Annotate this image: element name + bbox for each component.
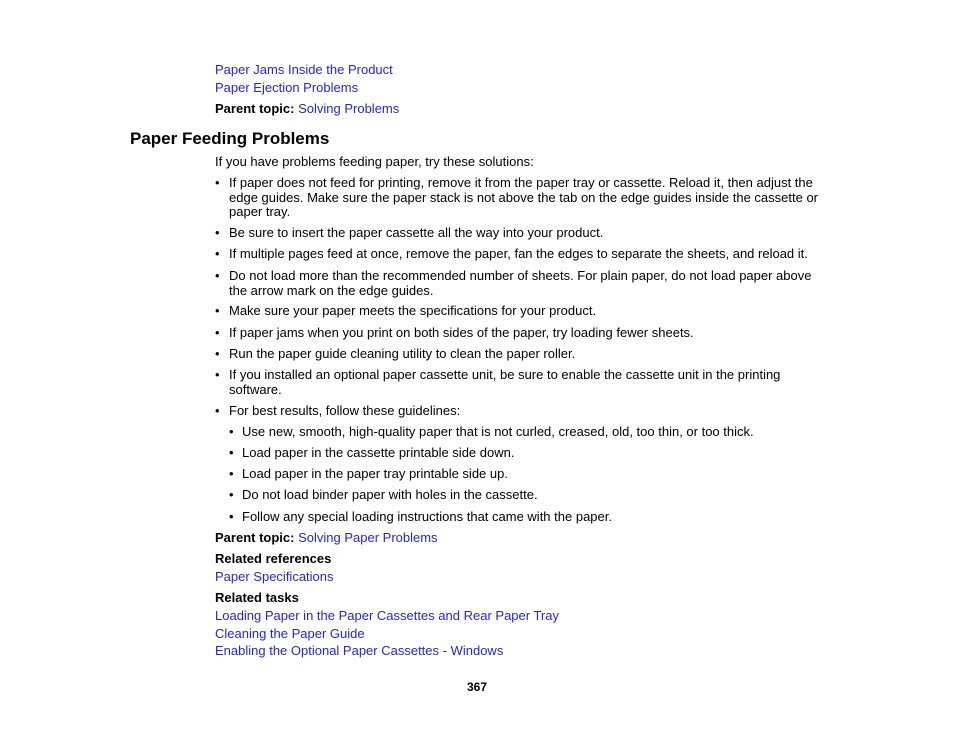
sub-list-item-text: Follow any special loading instructions that came with the paper. (242, 509, 612, 524)
list-item-text: Do not load more than the recommended number of sheets. For plain paper, do not load paper above (229, 268, 812, 283)
bullet-marker: • (229, 424, 234, 439)
bullet-marker: • (215, 346, 220, 361)
bullet-marker: • (229, 509, 234, 524)
bullet-marker: • (229, 487, 234, 502)
bullet-marker: • (215, 268, 220, 283)
sub-list-item-text: Use new, smooth, high-quality paper that is not curled, creased, old, too thin, or too thick. (242, 424, 754, 439)
list-item-text: Make sure your paper meets the specifications for your product. (229, 303, 597, 318)
list-item-text: For best results, follow these guidelines: (229, 403, 461, 418)
link-cleaning-paper-guide[interactable]: Cleaning the Paper Guide (215, 626, 365, 641)
list-item-text: Run the paper guide cleaning utility to clean the paper roller. (229, 346, 576, 361)
sub-list-item-text: Do not load binder paper with holes in the cassette. (242, 487, 538, 502)
sub-list-item-text: Load paper in the cassette printable side down. (242, 445, 515, 460)
list-item-text: Be sure to insert the paper cassette all the way into your product. (229, 225, 604, 240)
bullet-marker: • (215, 403, 220, 418)
link-solving-problems[interactable]: Solving Problems (298, 101, 400, 116)
bullet-marker: • (229, 466, 234, 481)
link-loading-paper[interactable]: Loading Paper in the Paper Cassettes and Rear Paper Tray (215, 608, 559, 623)
link-solving-paper-problems[interactable]: Solving Paper Problems (298, 530, 438, 545)
bullet-marker: • (215, 246, 220, 261)
list-item-text: If paper does not feed for printing, remove it from the paper tray or cassette. Reload it, then adjust the (229, 175, 813, 190)
list-item-text: software. (229, 381, 282, 397)
related-tasks-heading: Related tasks (215, 590, 299, 605)
related-references-heading: Related references (215, 551, 332, 566)
list-item-text: If paper jams when you print on both sides of the paper, try loading fewer sheets. (229, 325, 694, 340)
parent-topic-label: Parent topic: (215, 530, 295, 545)
bullet-marker: • (215, 225, 220, 240)
link-paper-jams-inside[interactable]: Paper Jams Inside the Product (215, 62, 393, 77)
list-item-text: paper tray. (229, 204, 291, 219)
link-paper-specifications[interactable]: Paper Specifications (215, 569, 334, 584)
bullet-marker: • (215, 325, 220, 340)
parent-topic-1 (215, 101, 399, 116)
link-paper-ejection-problems[interactable]: Paper Ejection Problems (215, 80, 359, 95)
list-item-text: the arrow mark on the edge guides. (229, 282, 434, 298)
sub-list-item-text: Load paper in the paper tray printable side up. (242, 466, 508, 481)
bullet-marker: • (215, 367, 220, 382)
intro-text: If you have problems feeding paper, try these solutions: (215, 154, 534, 169)
section-heading: Paper Feeding Problems (130, 129, 330, 148)
link-enabling-optional-cassettes[interactable]: Enabling the Optional Paper Cassettes - Windows (215, 643, 504, 658)
list-item-text: edge guides. Make sure the paper stack is not above the tab on the edge guides inside the cassette or (229, 189, 818, 205)
parent-topic-label: Parent topic: (215, 101, 295, 116)
list-item-text: If you installed an optional paper cassette unit, be sure to enable the cassette unit in the printing (229, 367, 781, 382)
bullet-marker: • (215, 175, 220, 190)
bullet-marker: • (215, 303, 220, 318)
list-item-text: If multiple pages feed at once, remove the paper, fan the edges to separate the sheets, and reload it. (229, 246, 808, 261)
page-number: 367 (466, 680, 488, 694)
parent-topic-2 (215, 530, 438, 545)
bullet-marker: • (229, 445, 234, 460)
